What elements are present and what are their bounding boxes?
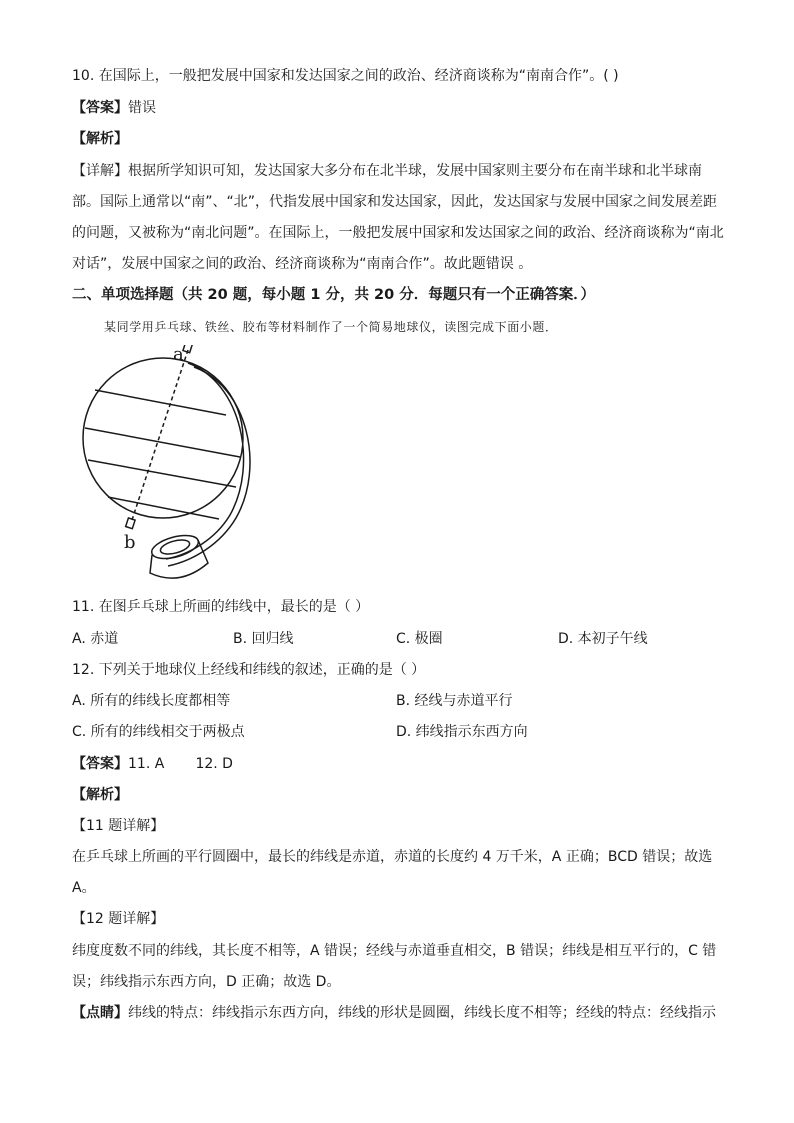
- q12-detail-line: 误；纬线指示东西方向，D 正确；故选 D。: [72, 974, 341, 990]
- answer-tag: 【答案】: [72, 100, 128, 116]
- q10-question: 10. 在国际上，一般把发展中国家和发达国家之间的政治、经济商谈称为“南南合作”。( ): [72, 68, 619, 84]
- q10-detail-line: 的问题，又被称为“南北问题”。在国际上，一般把发展中国家和发达国家之间的政治、经济商谈称为“南北: [72, 225, 724, 241]
- q12-option-c: C. 所有的纬线相交于两极点: [72, 724, 245, 740]
- q12-detail-tag: 【12 题详解】: [72, 911, 165, 927]
- section-heading: 二、单项选择题（共 20 题，每小题 1 分，共 20 分．每题只有一个正确答案．）: [72, 287, 595, 303]
- q12-option-b: B. 经线与赤道平行: [396, 693, 513, 709]
- section-intro: 某同学用乒乓球、铁丝、胶布等材料制作了一个简易地球仪，读图完成下面小题．: [104, 320, 558, 334]
- q11-option-b: B. 回归线: [233, 631, 294, 647]
- key-point-line: [72, 1003, 716, 1023]
- q12-question: 12. 下列关于地球仪上经线和纬线的叙述，正确的是（ ）: [72, 662, 426, 678]
- answer-text: 错误: [128, 100, 156, 116]
- answers-line: [72, 754, 233, 774]
- q11-question: 11. 在图乒乓球上所画的纬线中，最长的是（ ）: [72, 599, 370, 615]
- q11-detail-tag: 【11 题详解】: [72, 818, 165, 834]
- q12-option-d: D. 纬线指示东西方向: [396, 724, 528, 740]
- q11-detail-line: A。: [72, 880, 96, 896]
- axis-top-tab: [183, 345, 192, 353]
- q10-analysis-tag: 【解析】: [72, 131, 128, 147]
- q10-answer: [72, 98, 156, 118]
- q10-detail-line: 【详解】根据所学知识可知，发达国家大多分布在北半球，发展中国家则主要分布在南半球和北半球南: [72, 163, 702, 179]
- answer-tag: 【答案】: [72, 756, 128, 772]
- axis-bottom-tab: [126, 518, 135, 529]
- label-a: a: [173, 345, 184, 365]
- q11-detail-line: 在乒乓球上所画的平行圆圈中，最长的纬线是赤道，赤道的长度约 4 万千米，A 正确；BCD 错误；故选: [72, 849, 713, 865]
- q11-option-c: C. 极圈: [396, 631, 443, 647]
- analysis-tag: 【解析】: [72, 787, 128, 803]
- globe-figure: [80, 345, 255, 585]
- label-b: b: [124, 532, 136, 553]
- latitude-line: [95, 390, 226, 415]
- earth-axis: [131, 350, 188, 523]
- q10-detail-line: 对话”，发展中国家之间的政治、经济商谈称为“南南合作”。故此题错误 。: [72, 256, 533, 272]
- q11-option-d: D. 本初子午线: [558, 631, 648, 647]
- q11-option-a: A. 赤道: [72, 631, 119, 647]
- latitude-line: [88, 460, 236, 487]
- base-top-ellipse: [149, 531, 201, 563]
- key-point-tag: 【点睛】: [72, 1005, 128, 1021]
- q12-option-a: A. 所有的纬线长度都相等: [72, 693, 231, 709]
- answer-text: 11. A 12. D: [128, 756, 233, 772]
- latitude-line: [85, 428, 240, 457]
- key-point-text: 纬线的特点：纬线指示东西方向，纬线的形状是圆圈，纬线长度不相等；经线的特点：经线指示: [128, 1005, 716, 1021]
- q10-detail-line: 部。国际上通常以“南”、“北”，代指发展中国家和发达国家，因此，发达国家与发展中国家之间发展差距: [72, 194, 718, 210]
- globe-stand-arc: [166, 363, 244, 559]
- q12-detail-line: 纬度度数不同的纬线，其长度不相等，A 错误；经线与赤道垂直相交，B 错误；纬线是相互平行的，C 错: [72, 943, 717, 959]
